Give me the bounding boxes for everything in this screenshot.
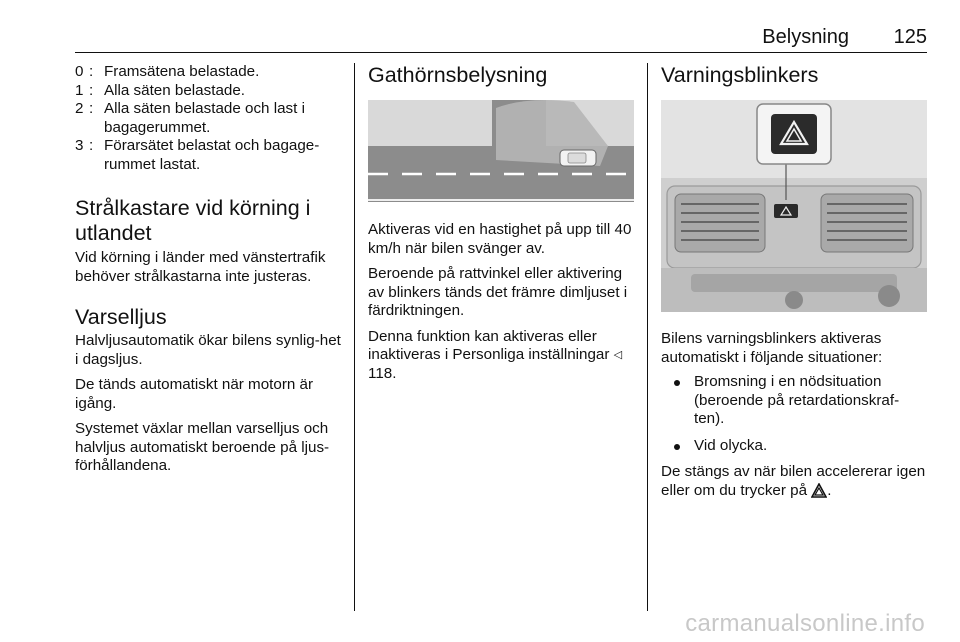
header-rule [75, 52, 927, 53]
list-number: 3 [75, 137, 84, 154]
list-number: 2 [75, 100, 84, 117]
bullet-text: Bromsning i en nödsituation (beroende på retardationskraf-ten). [694, 373, 900, 427]
list-number: 0 [75, 63, 84, 80]
paragraph: Beroende på rattvinkel eller aktivering av blinkers tänds det främre dimljuset i färdriktningen. [368, 265, 628, 319]
paragraph-end: . [827, 481, 832, 499]
reference-arrow-icon: ◁ [613, 349, 623, 361]
paragraph: Aktiveras vid en hastighet på upp till 40 km/h när bilen svänger av. [368, 221, 632, 257]
paragraph: De tänds automatiskt när motorn är igång. [75, 376, 314, 412]
list-item [75, 137, 342, 174]
heading-daytime-running-lights: Varselljus [75, 305, 167, 329]
paragraph [368, 328, 634, 384]
list-number: 1 [75, 81, 84, 99]
heading-hazard-lights: Varningsblinkers [661, 63, 819, 87]
watermark: carmanualsonline.info [685, 610, 925, 637]
bullet-item [661, 437, 927, 456]
list-text: Framsätena belastade. [104, 63, 260, 80]
list-item [75, 100, 342, 137]
section-title: Belysning [762, 26, 849, 48]
paragraph: Bilens varningsblinkers aktiveras automatiskt i följande situationer: [661, 330, 883, 366]
left-vent [675, 194, 765, 252]
column-2 [368, 63, 634, 390]
list-text: Förarsätet belastat och bagage-rummet lastat. [104, 137, 320, 173]
bullet-icon [674, 380, 680, 386]
list-text: Alla säten belastade. [104, 81, 246, 99]
list-separator: : [89, 137, 94, 154]
column-divider-2 [647, 63, 648, 611]
hazard-switch-illustration [661, 100, 927, 312]
page-reference[interactable]: 118. [368, 364, 397, 382]
column-divider-1 [354, 63, 355, 611]
list-text: Alla säten belastade och last i bagagerummet. [104, 100, 305, 136]
load-state-list [75, 63, 342, 174]
paragraph-text: Denna funktion kan aktiveras eller inaktiveras i Personliga inställningar [368, 327, 610, 363]
page-header [75, 26, 927, 50]
list-separator: : [89, 100, 94, 117]
right-vent [821, 194, 913, 252]
heading-cornering-light: Gathörnsbelysning [368, 63, 548, 87]
bullet-icon [674, 444, 680, 450]
paragraph: Halvljusautomatik ökar bilens synlig-het i dagsljus. [75, 332, 341, 368]
bullet-item [661, 373, 927, 429]
page-number: 125 [893, 26, 927, 48]
paragraph: Vid körning i länder med vänstertrafik behöver strålkastarna inte justeras. [75, 249, 326, 285]
list-item [75, 63, 342, 82]
paragraph: Systemet växlar mellan varselljus och halvljus automatiskt beroende på ljus-förhållandena. [75, 420, 330, 474]
paragraph-text: De stängs av när bilen accelererar igen eller om du trycker på [661, 463, 926, 499]
heading-headlights-abroad: Strålkastare vid körning i utlandet [75, 196, 311, 245]
list-item [75, 82, 342, 101]
cornering-light-illustration [368, 100, 634, 202]
column-3 [661, 63, 927, 507]
bullet-text: Vid olycka. [694, 436, 768, 454]
hazard-warning-icon [811, 483, 827, 498]
paragraph [661, 463, 927, 500]
list-separator: : [89, 63, 94, 80]
list-separator: : [89, 81, 94, 99]
column-1 [75, 63, 342, 483]
